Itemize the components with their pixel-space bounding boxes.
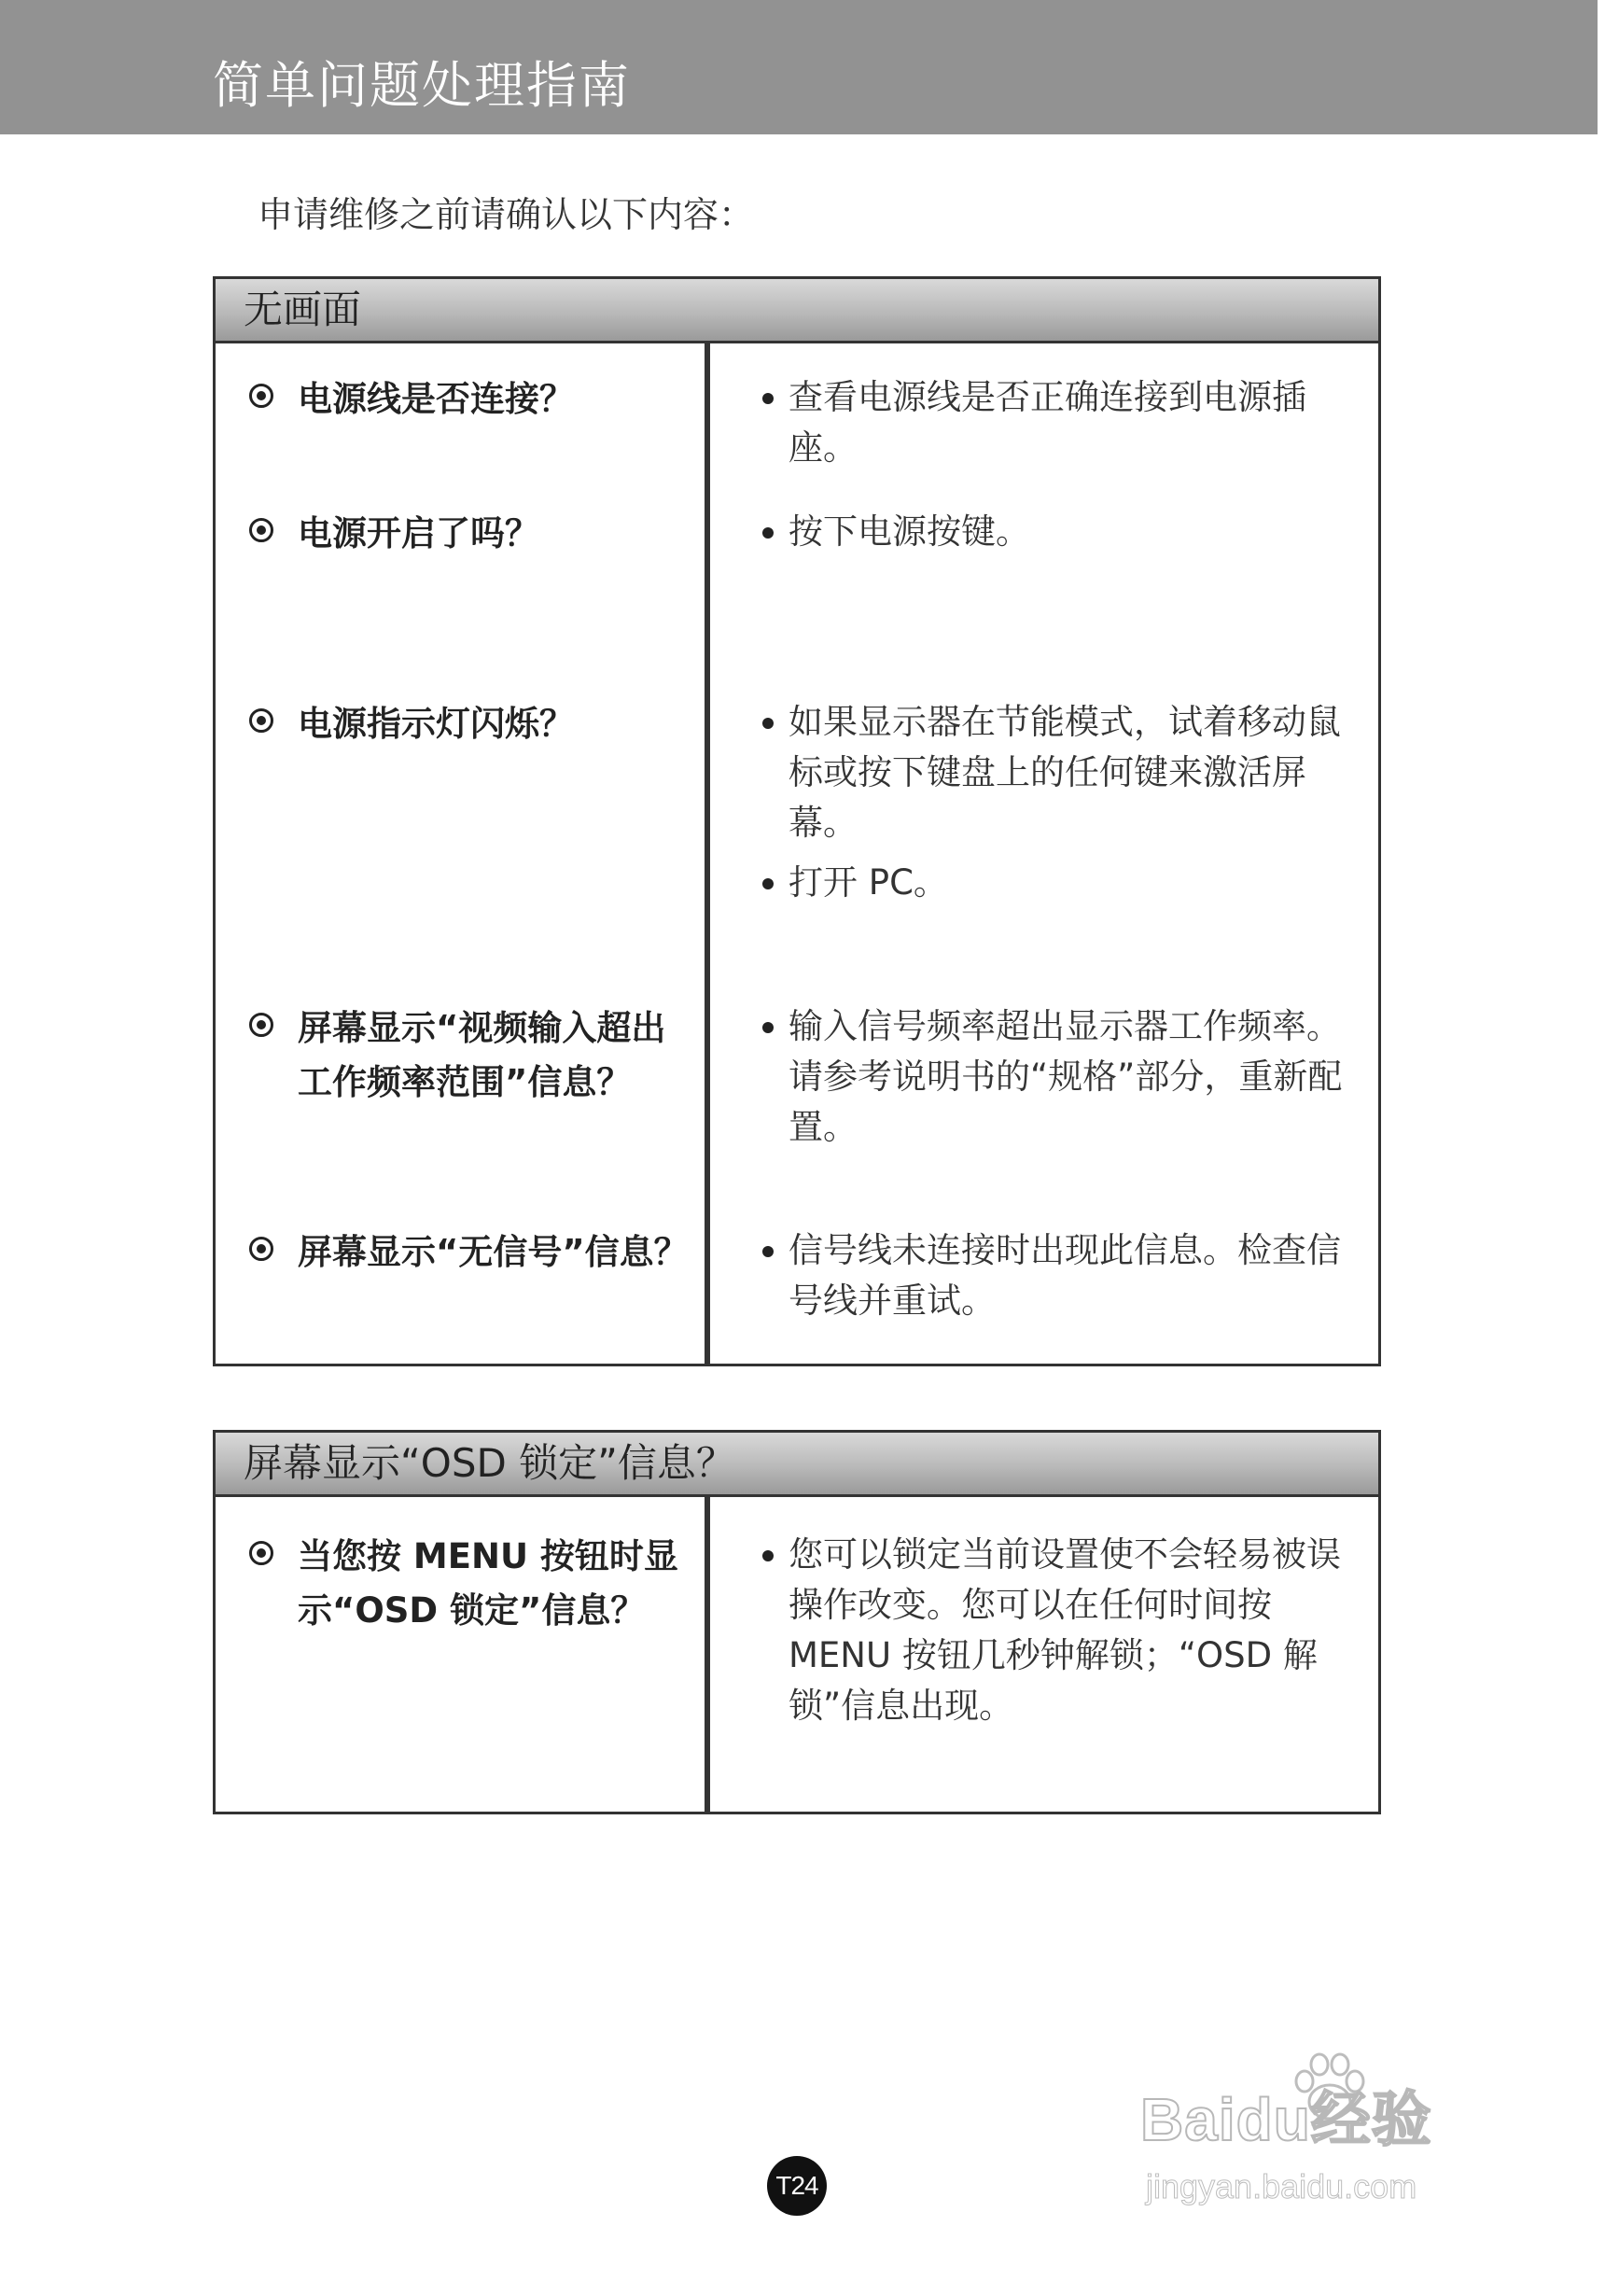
question-text: 屏幕显示“无信号”信息？ bbox=[298, 1232, 689, 1272]
bullet-dot-icon bbox=[762, 1022, 774, 1033]
question-item bbox=[298, 1001, 690, 1110]
answer-text: 输入信号频率超出显示器工作频率。请参考说明书的“规格”部分，重新配置。 bbox=[789, 1006, 1343, 1147]
answer-paragraph bbox=[762, 507, 1345, 557]
answer-item bbox=[762, 1001, 1345, 1162]
answer-paragraph bbox=[762, 1225, 1345, 1326]
bullet-dot-icon bbox=[762, 393, 774, 404]
question-item bbox=[298, 1530, 690, 1638]
answer-text: 查看电源线是否正确连接到电源插座。 bbox=[789, 377, 1306, 468]
answer-paragraph bbox=[762, 697, 1345, 848]
radio-circle-icon bbox=[249, 708, 273, 733]
bullet-dot-icon bbox=[762, 878, 774, 889]
question-text: 电源线是否连接？ bbox=[298, 379, 574, 419]
page-number-badge: T24 bbox=[767, 2156, 827, 2216]
radio-circle-icon bbox=[249, 1013, 273, 1037]
bullet-dot-icon bbox=[762, 1246, 774, 1257]
column-divider bbox=[705, 1494, 710, 1812]
column-divider bbox=[705, 341, 710, 1364]
answer-text: 打开 PC。 bbox=[789, 862, 948, 903]
question-item bbox=[298, 1225, 690, 1280]
bullet-dot-icon bbox=[762, 527, 774, 539]
bullet-dot-icon bbox=[762, 1550, 774, 1561]
answer-text: 您可以锁定当前设置使不会轻易被误操作改变。您可以在任何时间按 MENU 按钮几秒钟解锁；“OSD 解锁”信息出现。 bbox=[789, 1534, 1341, 1726]
answer-paragraph bbox=[762, 1001, 1345, 1153]
question-text: 当您按 MENU 按钮时显示“OSD 锁定”信息？ bbox=[298, 1536, 678, 1631]
answer-item bbox=[762, 697, 1345, 917]
section-title: 无画面 bbox=[244, 287, 362, 332]
radio-circle-icon bbox=[249, 384, 273, 408]
question-text: 电源开启了吗？ bbox=[298, 513, 539, 553]
question-item bbox=[298, 697, 690, 751]
question-text: 电源指示灯闪烁？ bbox=[298, 704, 574, 744]
table-no-picture bbox=[213, 276, 1381, 1366]
answer-text: 按下电源按键。 bbox=[789, 511, 1030, 552]
answer-item bbox=[762, 372, 1345, 483]
question-item bbox=[298, 507, 690, 561]
answer-item bbox=[762, 1225, 1345, 1336]
intro-text: 申请维修之前请确认以下内容： bbox=[258, 194, 755, 235]
table-header bbox=[216, 279, 1378, 343]
table-osd-lock bbox=[213, 1430, 1381, 1814]
answer-item bbox=[762, 1530, 1345, 1741]
table-header bbox=[216, 1433, 1378, 1497]
answer-item bbox=[762, 507, 1345, 567]
header-bar bbox=[0, 0, 1598, 134]
answer-paragraph bbox=[762, 372, 1345, 473]
answer-text: 信号线未连接时出现此信息。检查信号线并重试。 bbox=[789, 1230, 1341, 1321]
answer-paragraph bbox=[762, 858, 1345, 908]
radio-circle-icon bbox=[249, 1237, 273, 1261]
watermark bbox=[1140, 2050, 1532, 2236]
bullet-dot-icon bbox=[762, 718, 774, 729]
page-title: 简单问题处理指南 bbox=[213, 56, 631, 115]
answer-text: 如果显示器在节能模式，试着移动鼠标或按下键盘上的任何键来激活屏幕。 bbox=[789, 702, 1341, 843]
answer-paragraph bbox=[762, 1530, 1345, 1731]
watermark-logo: Baidu经验 bbox=[1140, 2086, 1432, 2153]
watermark-url: jingyan.baidu.com bbox=[1146, 2167, 1417, 2205]
question-item bbox=[298, 372, 690, 427]
section-title: 屏幕显示“OSD 锁定”信息？ bbox=[244, 1440, 735, 1486]
radio-circle-icon bbox=[249, 1541, 273, 1565]
question-text: 屏幕显示“视频输入超出工作频率范围”信息？ bbox=[298, 1008, 666, 1102]
radio-circle-icon bbox=[249, 518, 273, 542]
